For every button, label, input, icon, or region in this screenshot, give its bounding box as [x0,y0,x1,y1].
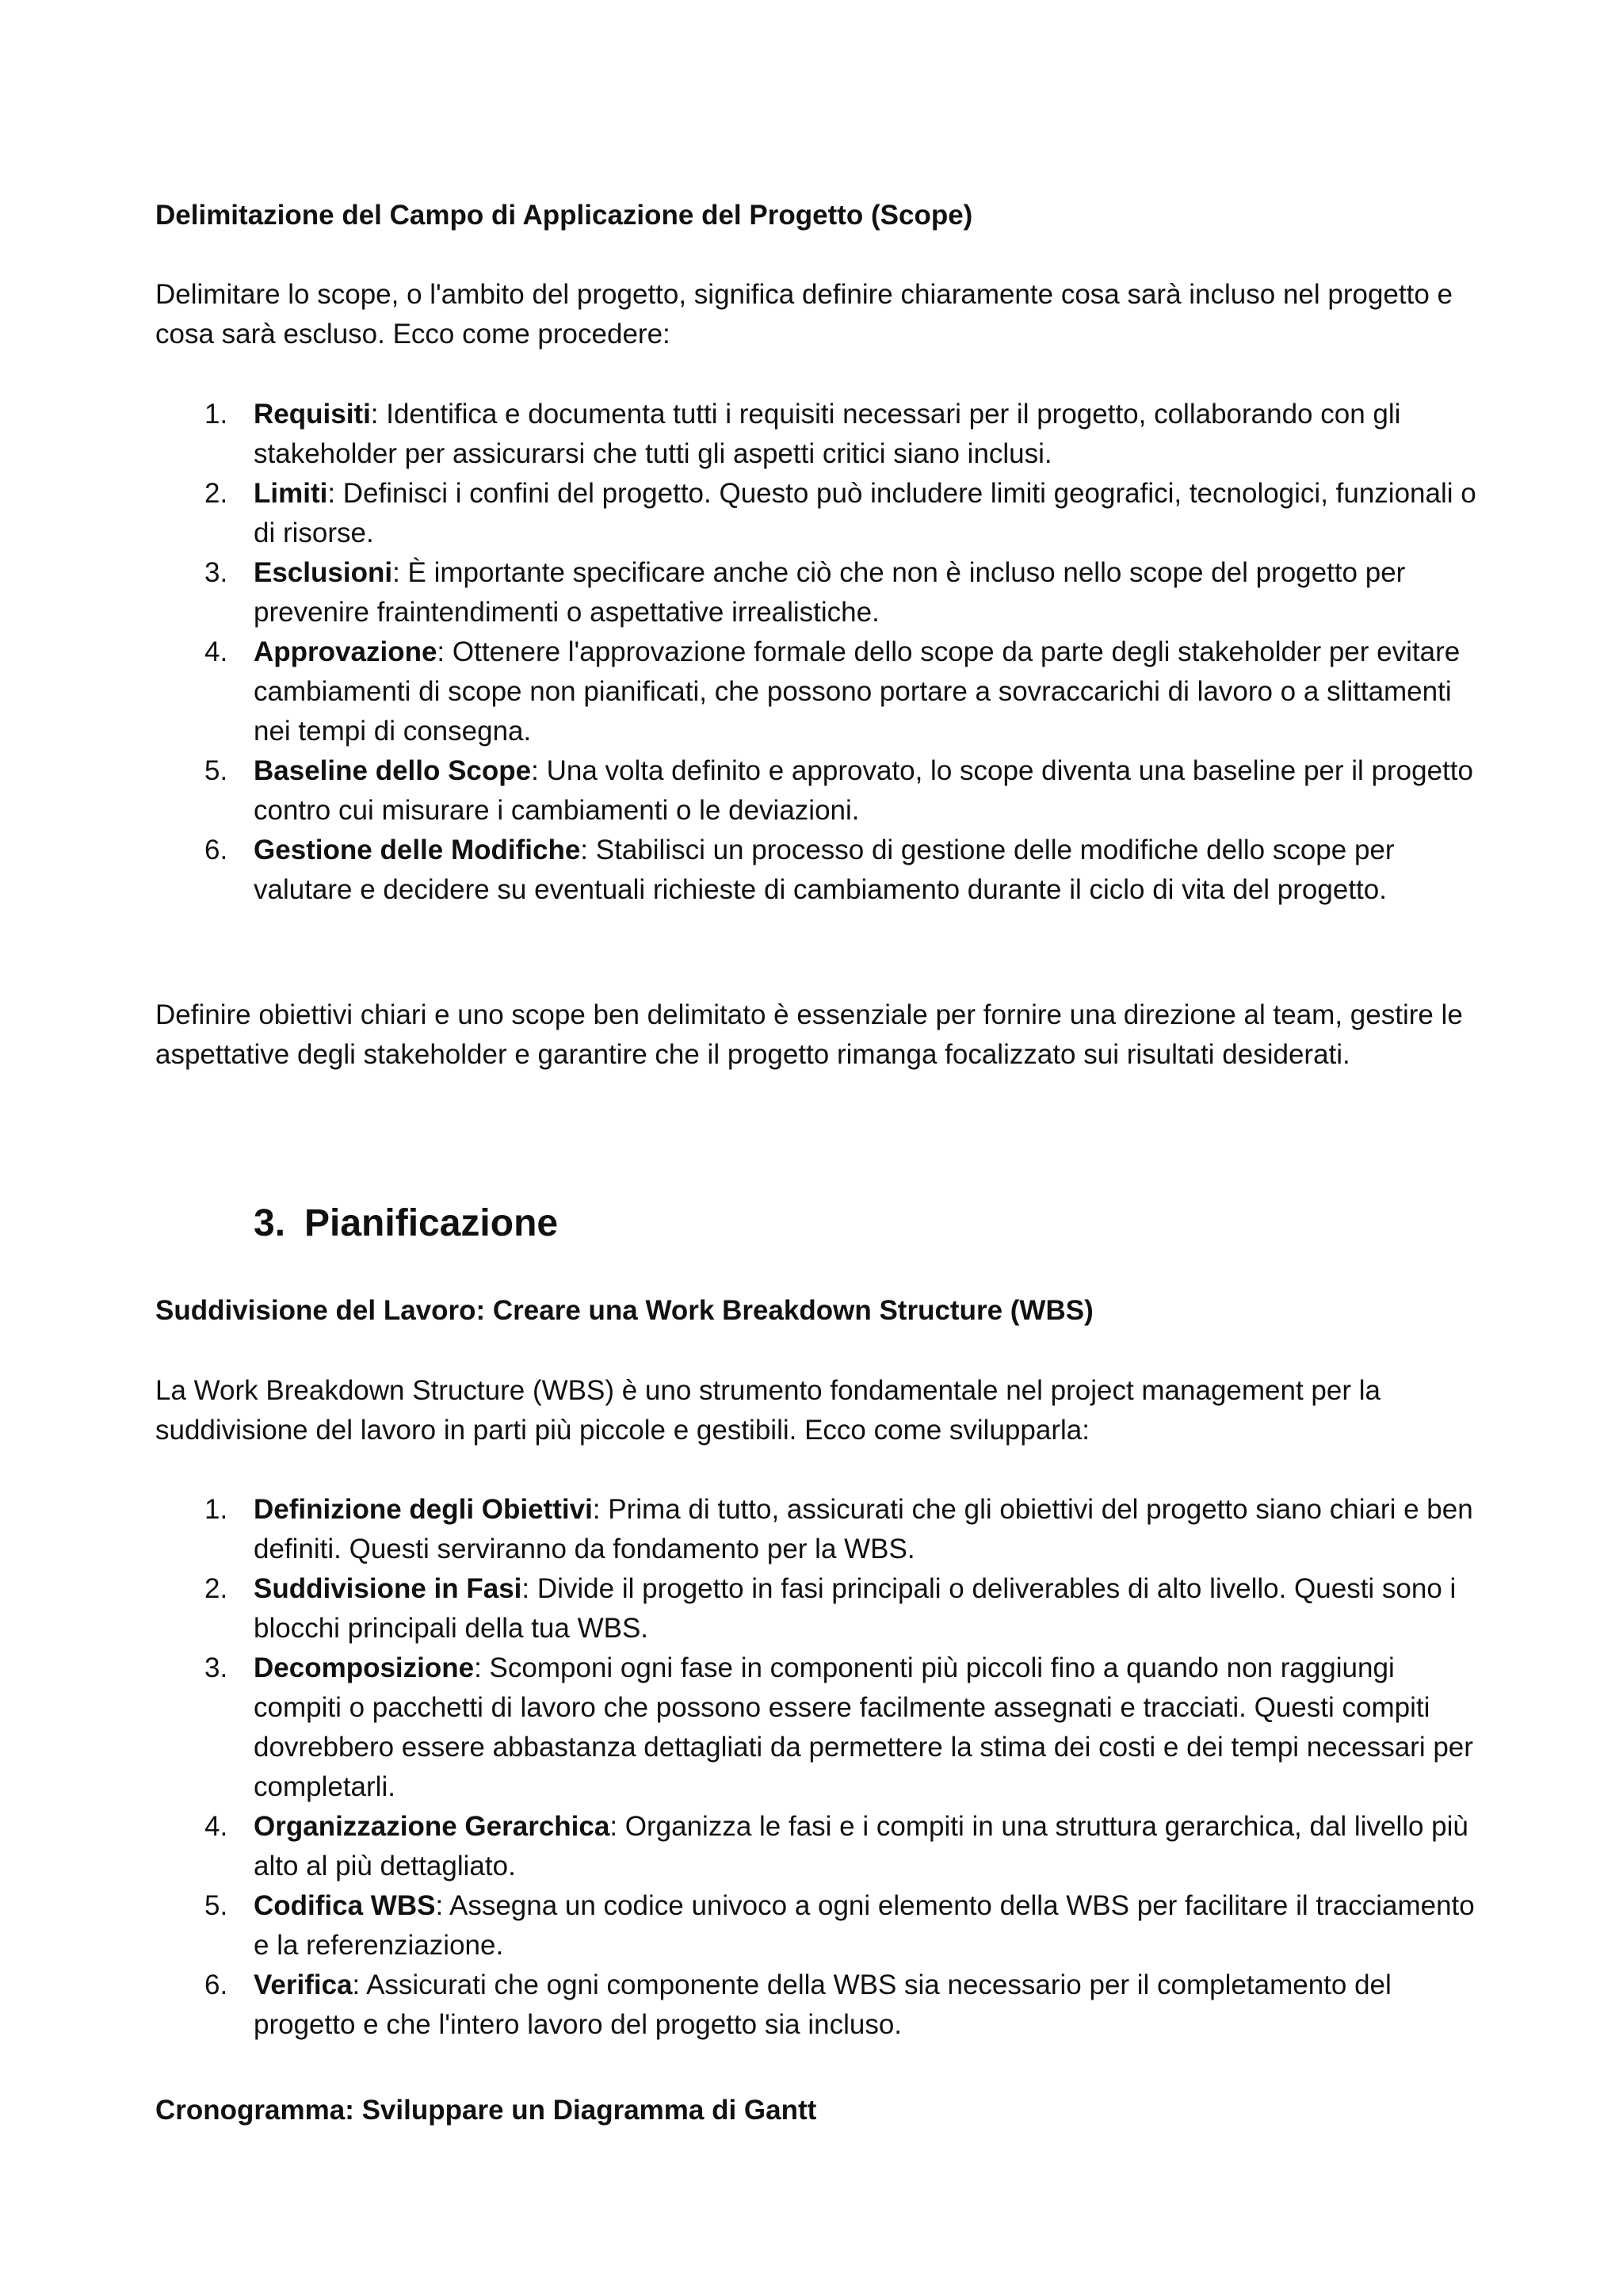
wbs-heading [155,1291,1487,1331]
wbs-heading-text: Suddivisione del Lavoro: Creare una Work Breakdown Structure (WBS) [155,1295,1094,1326]
list-item [155,1648,1487,1807]
list-item [155,632,1487,751]
list-item-text: : Divide il progetto in fasi principali o deliverables di alto livello. Questi sono i blocchi principali della tua WBS. [254,1573,1457,1644]
list-item [155,395,1487,474]
list-item-term: Organizzazione Gerarchica [254,1811,610,1842]
list-item-number: 5. [204,1890,228,1921]
list-item [155,1490,1487,1569]
list-item-number: 2. [204,1573,228,1604]
wbs-intro-text: La Work Breakdown Structure (WBS) è uno strumento fondamentale nel project management per la suddivisione del lavoro in parti più piccole e gestibili. Ecco come svilupparla: [155,1375,1381,1446]
scope-intro [155,275,1487,354]
list-item-number: 1. [204,399,228,430]
wbs-list [155,1490,1487,2045]
list-item-term: Limiti [254,478,328,509]
list-item [155,1966,1487,2045]
list-item-text: : Definisci i confini del progetto. Questo può includere limiti geografici, tecnologici, funzionali o di risorse. [254,478,1476,548]
list-item-text: : È importante specificare anche ciò che non è incluso nello scope del progetto per prevenire fraintendimenti o aspettative irrealistiche. [254,557,1406,628]
list-item [155,831,1487,910]
list-item-text: : Organizza le fasi e i compiti in una struttura gerarchica, dal livello più alto al più dettagliato. [254,1811,1468,1881]
section-title-text: Pianificazione [304,1202,559,1244]
scope-heading-text: Delimitazione del Campo di Applicazione del Progetto (Scope) [155,200,973,231]
list-item-number: 4. [204,636,228,667]
list-item-text: : Stabilisci un processo di gestione delle modifiche dello scope per valutare e decidere su eventuali richieste di cambiamento durante il ciclo di vita del progetto. [254,835,1395,905]
list-item-text: : Prima di tutto, assicurati che gli obiettivi del progetto siano chiari e ben definiti. Questi serviranno da fondamento per la WBS. [254,1494,1473,1564]
gantt-heading [155,2091,1487,2130]
list-item-number: 3. [204,1652,228,1683]
list-item-number: 1. [204,1494,228,1525]
scope-conclusion-text: Definire obiettivi chiari e uno scope ben delimitato è essenziale per fornire una direzione al team, gestire le aspettative degli stakeholder e garantire che il progetto rimanga focalizzato sui risultati desiderati. [155,999,1463,1070]
list-item-term: Decomposizione [254,1652,475,1683]
list-item-term: Verifica [254,1969,353,2000]
list-item [155,553,1487,632]
list-item-text: : Identifica e documenta tutti i requisiti necessari per il progetto, collaborando con gli stakeholder per assicurarsi che tutti gli aspetti critici siano inclusi. [254,399,1401,469]
list-item-term: Approvazione [254,636,437,667]
scope-list [155,395,1487,910]
list-item-text: : Scomponi ogni fase in componenti più piccoli fino a quando non raggiungi compiti o pacchetti di lavoro che possono essere facilmente assegnati e tracciati. Questi compiti dovrebbero essere abbastanza dettagliati da permettere la stima dei costi e dei tempi necessari per completarli. [254,1652,1473,1802]
list-item [155,474,1487,553]
section-title [254,1198,558,1249]
list-item [155,1886,1487,1966]
list-item [155,1569,1487,1648]
scope-intro-text: Delimitare lo scope, o l'ambito del progetto, significa definire chiaramente cosa sarà incluso nel progetto e cosa sarà escluso. Ecco come procedere: [155,279,1453,350]
wbs-intro [155,1371,1487,1450]
list-item-text: : Assicurati che ogni componente della WBS sia necessario per il completamento del progetto e che l'intero lavoro del progetto sia incluso. [254,1969,1392,2040]
gantt-heading-text: Cronogramma: Sviluppare un Diagramma di Gantt [155,2095,817,2126]
list-item-term: Requisiti [254,399,371,430]
list-item-number: 6. [204,1969,228,2000]
list-item-number: 5. [204,755,228,786]
list-item-term: Esclusioni [254,557,393,588]
list-item-number: 4. [204,1811,228,1842]
list-item-term: Gestione delle Modifiche [254,835,581,865]
list-item-number: 2. [204,478,228,509]
list-item-text: : Assegna un codice univoco a ogni elemento della WBS per facilitare il tracciamento e la referenziazione. [254,1890,1475,1961]
list-item-text: : Una volta definito e approvato, lo scope diventa una baseline per il progetto contro cui misurare i cambiamenti o le deviazioni. [254,755,1473,826]
scope-conclusion [155,995,1487,1075]
list-item [155,751,1487,831]
list-item-number: 6. [204,835,228,865]
list-item-term: Baseline dello Scope [254,755,532,786]
section-number: 3. [254,1202,286,1244]
list-item-term: Suddivisione in Fasi [254,1573,522,1604]
list-item-number: 3. [204,557,228,588]
list-item-text: : Ottenere l'approvazione formale dello scope da parte degli stakeholder per evitare cambiamenti di scope non pianificati, che possono portare a sovraccarichi di lavoro o a slittamenti nei tempi di consegna. [254,636,1461,747]
list-item-term: Definizione degli Obiettivi [254,1494,593,1525]
list-item [155,1807,1487,1886]
list-item-term: Codifica WBS [254,1890,436,1921]
scope-heading [155,196,1487,235]
